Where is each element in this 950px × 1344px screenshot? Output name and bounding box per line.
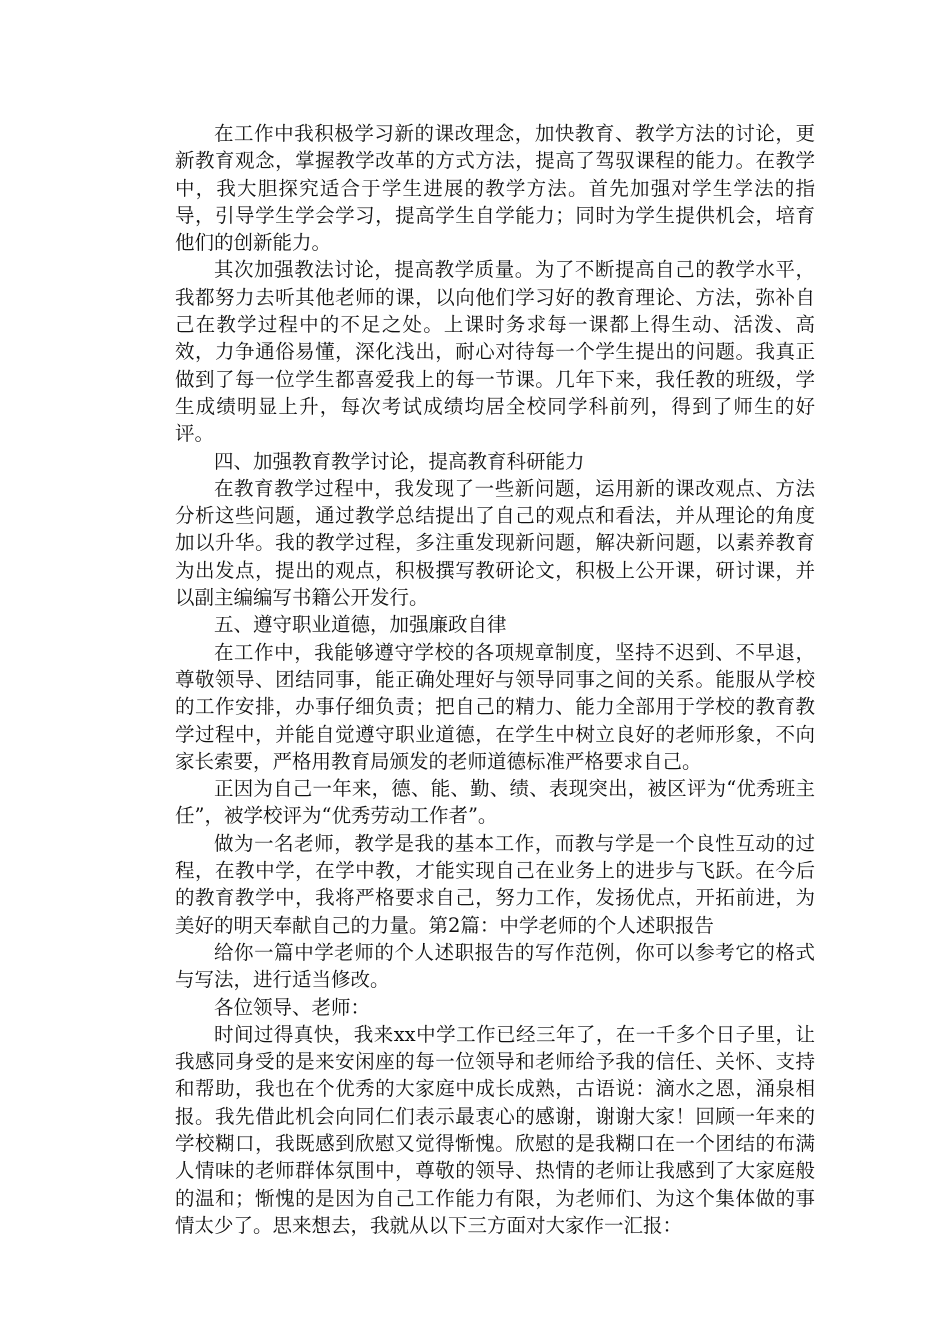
paragraph: 时间过得真快，我来xx中学工作已经三年了，在一千多个日子里，让我感同身受的是来安闲座的每一位领导和老师给予我的信任、关怀、支持和帮助，我也在个优秀的大家庭中成长成熟，古语说：滴水之恩，涌泉相报。我先借此机会向同仁们表示最衷心的感谢，谢谢大家！回顾一年来的学校糊口，我既感到欣慰又觉得惭愧。欣慰的是我糊口在一个团结的布满人情味的老师群体氛围中，尊敬的领导、热情的老师让我感到了大家庭般的温和；惭愧的是因为自己工作能力有限，为老师们、为这个集体做的事情太少了。思来想去，我就从以下三方面对大家作一汇报：: [175, 1022, 815, 1237]
paragraph: 在教育教学过程中，我发现了一些新问题，运用新的课改观点、方法分析这些问题，通过教学总结提出了自己的观点和看法，并从理论的角度加以升华。我的教学过程，多注重发现新问题，解决新问题，以素养教育为出发点，提出的观点，积极撰写教研论文，积极上公开课，研讨课，并以副主编编写书籍公开发行。: [175, 476, 815, 610]
paragraph: 在工作中，我能够遵守学校的各项规章制度，坚持不迟到、不早退，尊敬领导、团结同事，能正确处理好与领导同事之间的关系。能服从学校的工作安排，办事仔细负责；把自己的精力、能力全部用于学校的教育教学过程中，并能自觉遵守职业道德，在学生中树立良好的老师形象，不向家长索要，严格用教育局颁发的老师道德标准严格要求自己。: [175, 640, 815, 773]
paragraph: 在工作中我积极学习新的课改理念，加快教育、教学方法的讨论，更新教育观念，掌握教学改革的方式方法，提高了驾驭课程的能力。在教学中，我大胆探究适合于学生进展的教学方法。首先加强对学生学法的指导，引导学生学会学习，提高学生自学能力；同时为学生提供机会，培育他们的创新能力。: [175, 122, 815, 255]
salutation: 各位领导、老师：: [214, 995, 371, 1019]
document-body: [175, 120, 815, 1239]
paragraph: 其次加强教法讨论，提高教学质量。为了不断提高自己的教学水平，我都努力去听其他老师的课，以向他们学习好的教育理论、方法，弥补自己在教学过程中的不足之处。上课时务求每一课都上得生动、活泼、高效，力争通俗易懂，深化浅出，耐心对待每一个学生提出的问题。我真正做到了每一位学生都喜爱我上的每一节课。几年下来，我任教的班级，学生成绩明显上升，每次考试成绩均居全校同学科前列，得到了师生的好评。: [175, 258, 815, 446]
section-heading: 四、加强教育教学讨论，提高教育科研能力: [214, 449, 585, 473]
section-heading: 五、遵守职业道德，加强廉政自律: [214, 613, 507, 637]
paragraph: 给你一篇中学老师的个人述职报告的写作范例，你可以参考它的格式与写法，进行适当修改。: [175, 940, 815, 992]
paragraph: 正因为自己一年来，德、能、勤、绩、表现突出，被区评为“优秀班主任”，被学校评为“优秀劳动工作者”。: [175, 777, 815, 828]
paragraph: 做为一名老师，教学是我的基本工作，而教与学是一个良性互动的过程，在教中学，在学中教，才能实现自己在业务上的进步与飞跃。在今后的教育教学中，我将严格要求自己，努力工作，发扬优点，开拓前进，为美好的明天奉献自己的力量。第2篇：中学老师的个人述职报告: [175, 831, 815, 937]
